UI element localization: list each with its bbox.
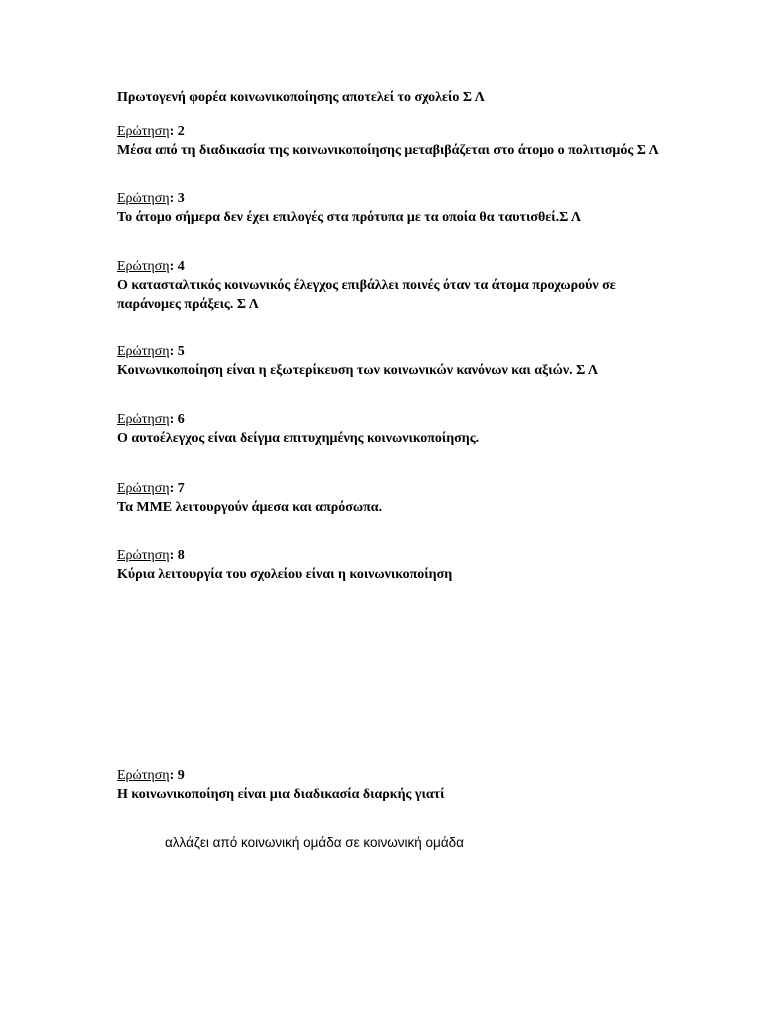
answer-text: αλλάζει από κοινωνική ομάδα σε κοινωνική ομάδα <box>165 835 464 850</box>
question-text: Ο αυτοέλεγχος είναι δείγμα επιτυχημένης κοινωνικοποίησης. <box>117 431 480 446</box>
question-number: : 8 <box>169 548 185 563</box>
question-text: Ο κατασταλτικός κοινωνικός έλεγχος επιβάλλει ποινές όταν τα άτομα προχωρούν σε παράνομες πράξεις. Σ Λ <box>117 278 616 312</box>
question-label: Ερώτηση <box>117 481 170 496</box>
statement-1: Πρωτογενή φορέα κοινωνικοποίησης αποτελεί το σχολείο Σ Λ <box>117 90 485 105</box>
question-text: Η κοινωνικοποίηση είναι μια διαδικασία διαρκής γιατί <box>117 787 445 802</box>
question-text: Τα ΜΜΕ λειτουργούν άμεσα και απρόσωπα. <box>117 500 383 515</box>
question-label: Ερώτηση <box>117 768 170 783</box>
question-2 <box>117 122 677 160</box>
question-header <box>117 257 677 276</box>
question-4 <box>117 257 677 314</box>
question-9 <box>117 766 677 804</box>
question-label: Ερώτηση <box>117 412 170 427</box>
question-header <box>117 189 677 208</box>
question-number: : 7 <box>169 481 185 496</box>
question-8 <box>117 546 677 584</box>
question-header <box>117 766 677 785</box>
question-number: : 5 <box>169 344 185 359</box>
question-label: Ερώτηση <box>117 124 170 139</box>
question-6 <box>117 410 677 448</box>
question-text: Κοινωνικοποίηση είναι η εξωτερίκευση των κοινωνικών κανόνων και αξιών. Σ Λ <box>117 363 599 378</box>
question-number: : 2 <box>169 124 185 139</box>
question-number: : 9 <box>169 768 185 783</box>
question-header <box>117 342 677 361</box>
question-7 <box>117 479 677 517</box>
question-label: Ερώτηση <box>117 191 170 206</box>
question-label: Ερώτηση <box>117 548 170 563</box>
question-5 <box>117 342 677 380</box>
question-header <box>117 410 677 429</box>
question-number: : 3 <box>169 191 185 206</box>
question-header <box>117 479 677 498</box>
question-label: Ερώτηση <box>117 259 170 274</box>
question-text: Κύρια λειτουργία του σχολείου είναι η κοινωνικοποίηση <box>117 567 453 582</box>
question-text: Το άτομο σήμερα δεν έχει επιλογές στα πρότυπα με τα οποία θα ταυτισθεί.Σ Λ <box>117 210 582 225</box>
question-label: Ερώτηση <box>117 344 170 359</box>
question-3 <box>117 189 677 227</box>
question-header <box>117 122 677 141</box>
question-number: : 4 <box>169 259 185 274</box>
question-header <box>117 546 677 565</box>
question-text: Μέσα από τη διαδικασία της κοινωνικοποίησης μεταβιβάζεται στο άτομο ο πολιτισμός Σ Λ <box>117 143 659 158</box>
question-number: : 6 <box>169 412 185 427</box>
